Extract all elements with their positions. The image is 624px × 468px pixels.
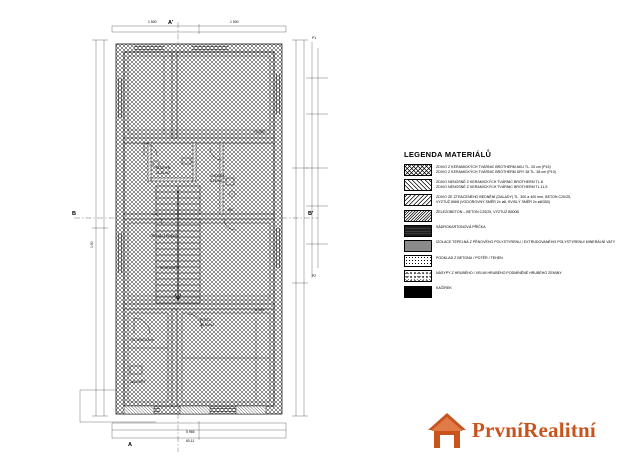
legend-item [404, 194, 604, 206]
legend-item-text [436, 286, 452, 292]
legend-item [404, 240, 616, 252]
legend-item-text [436, 225, 486, 231]
legend-item-text [436, 164, 556, 175]
room-label-kuchyn: KUCHYŇ [156, 166, 171, 170]
legend-swatch-plasterboard-icon [404, 225, 432, 237]
legend-line: ZDIVO Z KERAMICKÝCH TVÁRNIC BROTHERM AKU TL. 25 cm (P15) [436, 164, 551, 169]
section-mark-b-prime: B' [308, 211, 314, 217]
logo-house-icon [424, 408, 470, 452]
legend-swatch-gravel-icon [404, 286, 432, 298]
room-area-chodba: 8,15 m2 [210, 179, 223, 183]
legend-swatch-formwork-icon [404, 194, 432, 206]
legend-item-text [436, 179, 547, 190]
room-area-kuchyn: 11,20 m2 [156, 171, 170, 175]
legend-title: LEGENDA MATERIÁLŮ [404, 150, 492, 159]
dimension-top-1: 1 500 [148, 20, 157, 24]
legend-line: KAČÍREK [436, 286, 452, 290]
legend-line: ZDIVO NENOSNÉ Z KERAMICKÝCH TVÁRNIC BROTHERM TL.8 [436, 179, 543, 184]
legend-line: IZOLACE TEPELNÁ Z PĚNOVÉHO POLYSTYRENU / EXTRUDOVANÉHO POLYSTYRENU/ MINERÁLNÍ VATY [436, 240, 616, 245]
dimension-top-2: 1 500 [230, 20, 239, 24]
room-label-tech: TECHNICKÁ M. [130, 338, 155, 342]
annotation-p2: P2 [312, 274, 317, 278]
legend-line: NÁSYPY Z HRUBÉHO / VELMI HRUBÉHO PODMÍNĚNÉ HRUBÉHO ZEMINY [436, 270, 562, 275]
annotation-level-0: +0,000 [254, 130, 265, 134]
legend-item [404, 164, 604, 176]
legend-line: VYZTUŽ 8/8/8 (VODOROVNÝ SMĚR 2x ø8, SVISLÝ SMĚR 2x ø8/350) [436, 200, 551, 205]
legend-item-text [436, 210, 519, 216]
legend-swatch-concrete-base-icon [404, 255, 432, 267]
room-label-zadveri: ZÁDVEŘÍ [130, 380, 145, 384]
legend-swatch-reinforced-concrete-icon [404, 210, 432, 222]
legend-item [404, 270, 604, 282]
legend-item-text [436, 270, 562, 276]
room-label-chodba: CHODBA [210, 174, 225, 178]
legend-swatch-thermal-insulation-icon [404, 240, 432, 252]
section-mark-a-prime: A' [168, 20, 174, 26]
legend-item [404, 255, 604, 267]
legend-line: ZDIVO Z KERAMICKÝCH TVÁRNIC BROTHERM DRY 38 TL. 38 cm (P10) [436, 169, 556, 174]
section-mark-a: A [128, 442, 132, 448]
annotation-level-150: -0,150 [254, 308, 264, 312]
dimension-bottom-1: 5 965 [186, 430, 195, 434]
legend-line: ZDIVO NENOSNÉ Z KERAMICKÝCH TVÁRNIC BROTHERM TL.11,5 [436, 184, 548, 189]
legend-item [404, 179, 604, 191]
section-mark-b: B [72, 211, 76, 217]
dimension-bottom-2: 60,11 [186, 439, 195, 443]
legend-item-text [436, 255, 503, 261]
room-label-wc: WC [228, 208, 234, 212]
annotation-p1: P1 [312, 36, 317, 40]
room-label-obyvaci: OBÝVACÍ POKOJ [150, 234, 178, 238]
annotation-scale: 1:50 [90, 241, 94, 248]
legend-item [404, 286, 604, 298]
floor-plan-svg [60, 18, 330, 456]
legend-line: SÁDROKARTONOVÁ PŘÍČKA [436, 225, 486, 230]
room-area-pokoj: 14,30 m2 [200, 323, 215, 327]
logo-text: PrvníRealitní [472, 418, 596, 442]
legend-item [404, 210, 604, 222]
legend-item-text [436, 194, 571, 205]
room-label-pokoj: POKOJ [200, 318, 212, 322]
room-label-schodiste: SCHODIŠTĚ [160, 266, 180, 270]
legend-line: ŽELEZOBETON – BETON C20/25, VÝZTUŽ B500B [436, 210, 519, 215]
legend-line: ZDIVO ZE ZTRACENÉHO BEDNĚNÍ (DALADY) TL. 300 a 400 mm, BETON C20/25, [436, 194, 572, 199]
legend-swatch-partition-masonry-icon [404, 179, 432, 191]
floor-plan-drawing [60, 18, 330, 456]
legend-panel [404, 150, 616, 301]
legend-swatch-masonry-icon [404, 164, 432, 176]
legend-line: PODKLAD Z BETONU / POTĚR / TEHEN [436, 255, 503, 260]
watermark-logo [424, 408, 610, 456]
legend-item-text [436, 240, 615, 246]
legend-item [404, 225, 604, 237]
legend-swatch-backfill-icon [404, 270, 432, 282]
